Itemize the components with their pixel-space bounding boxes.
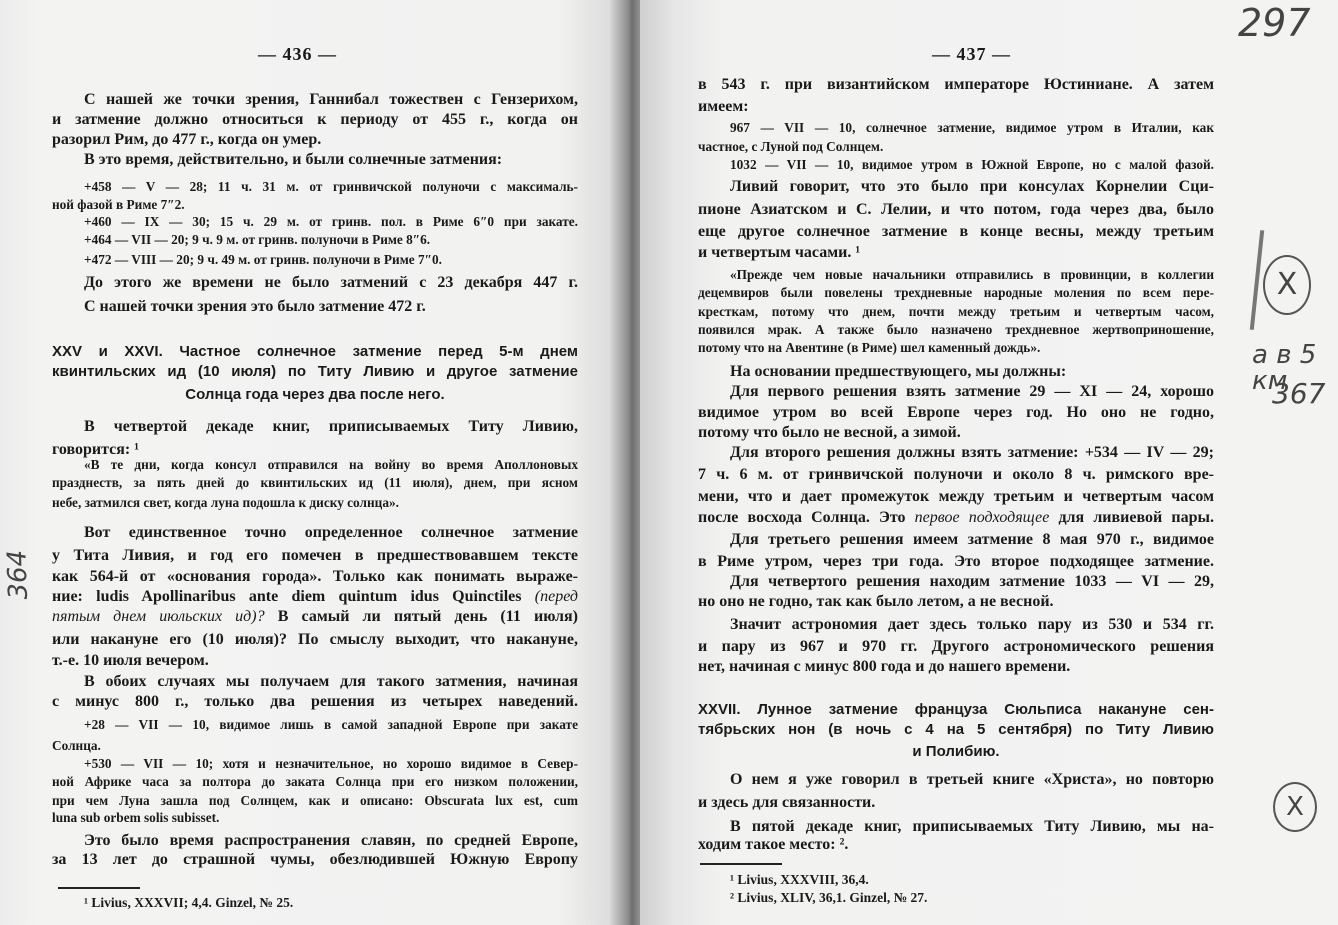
text-line: мени, что и дает промежуток между третьим и четвертым часом — [698, 488, 1214, 505]
footnote: ¹ Livius, XXXVII; 4,4. Ginzel, № 25. — [84, 895, 294, 910]
handwritten-note: 367 — [1272, 377, 1326, 410]
section-heading-line: тябрьских нон (в ночь с 4 на 5 сентября) по Титу Ливию — [698, 721, 1214, 738]
section-heading-line: XXVII. Лунное затмение француза Сюльписа накануне сен- — [698, 701, 1214, 718]
small-print-line: децемвиров были повелены трехдневные народные моления по всем пере- — [698, 285, 1214, 300]
text-line: ходим такое место: ². — [698, 836, 849, 853]
small-print-line: +464 — VII — 20; 9 ч. 9 м. от гринв. полуночи в Риме 8″6. — [84, 232, 431, 247]
handwritten-margin-line — [1250, 230, 1264, 330]
text-line: Для третьего решения имеем затмение 8 мая 970 г., видимое — [730, 531, 1214, 548]
text-line — [52, 588, 578, 606]
italic-text: (перед — [534, 588, 578, 605]
text-line: разорил Рим, до 477 г., когда он умер. — [52, 131, 322, 148]
text-line: С нашей точки зрения это было затмение 472 г. — [84, 298, 426, 315]
text-line: и затмение должно относиться к периоду от 455 г., когда он — [52, 111, 578, 128]
text-line: и здесь для связанности. — [698, 794, 876, 811]
small-print-line: +530 — VII — 10; хотя и незначительное, но хорошо видимое в Север- — [84, 756, 578, 771]
text-line: В обоих случаях мы получаем для такого затмения, начиная — [84, 673, 578, 690]
small-print-line: «В те дни, когда консул отправился на войну во время Аполлоновых — [84, 457, 578, 472]
small-print-line: +458 — V — 28; 11 ч. 31 м. от гринвичской полуночи с максималь- — [84, 179, 578, 194]
text-line: в Риме утром, через три года. Это второе подходящее затмение. — [698, 553, 1214, 570]
page-number: — 437 — — [932, 44, 1011, 64]
small-print-line: +472 — VIII — 20; 9 ч. 49 м. от гринв. полуночи в Риме 7″0. — [84, 252, 442, 267]
section-heading-line: XXV и XXVI. Частное солнечное затмение перед 5-м днем — [52, 343, 578, 360]
small-print-line: luna sub orbem solis subisset. — [52, 810, 220, 825]
small-print-line: +28 — VII — 10, видимое лишь в самой западной Европе при закате — [84, 717, 578, 732]
small-print-line: 967 — VII — 10, солнечное затмение, видимое утром в Италии, как — [730, 120, 1214, 135]
small-print-line: появился мрак. А также было назначено трехдневное жертвоприношение, — [698, 322, 1214, 337]
text-line: О нем я уже говорил в третьей книге «Христа», но повторю — [730, 771, 1214, 788]
handwritten-circled-mark: X — [1273, 782, 1317, 832]
text-line — [52, 608, 578, 626]
small-print-line: кресткам, потому что днем, почти между третьим и четвертым часом, — [698, 304, 1214, 319]
section-heading-line: квинтильских ид (10 июля) по Титу Ливию и другое затмение — [52, 363, 578, 380]
text-line: как 564-й от «основания города». Только как понимать выраже- — [52, 568, 578, 585]
text-line: Для четвертого решения находим затмение 1033 — VI — 29, — [730, 573, 1214, 590]
left-page — [0, 0, 620, 925]
text-line: или накануне его (10 июля)? По смыслу выходит, что накануне, — [52, 631, 578, 648]
text-line: В пятой декаде книг, приписываемых Титу Ливию, мы на- — [730, 818, 1214, 835]
text-line: С нашей же точки зрения, Ганнибал тожествен с Гензерихом, — [84, 91, 578, 108]
text-line: с минус 800 г., только два решения из четырех наведений. — [52, 693, 578, 710]
small-print-line: Солнца. — [52, 738, 101, 753]
text-line: еще другое солнечное затмение в конце весны, между третьим — [698, 223, 1214, 240]
text-segment: после восхода Солнца. Это — [698, 509, 915, 526]
text-line: В это время, действительно, и были солнечные затмения: — [84, 151, 503, 168]
right-page — [640, 0, 1338, 925]
page-number: — 436 — — [258, 44, 337, 64]
footnote-rule — [58, 887, 140, 889]
text-line: Вот единственное точно определенное солнечное затмение — [84, 524, 578, 541]
section-heading-line: и Полибию. — [912, 743, 1000, 760]
text-line: Ливий говорит, что это было при консулах Корнелии Сци- — [730, 178, 1214, 195]
small-print-line: +460 — IX — 30; 15 ч. 29 м. от гринв. пол. в Риме 6″0 при закате. — [84, 214, 578, 229]
text-segment: ние: ludis Apollinaribus ante diem quintum idus Quinctiles — [52, 588, 535, 605]
text-segment: В самый ли пятый день (11 июля) — [264, 608, 579, 625]
footnote: ¹ Livius, XXXVIII, 36,4. — [730, 872, 869, 887]
handwritten-page-number: 297 — [1238, 1, 1311, 45]
text-line: т.-е. 10 июля вечером. — [52, 652, 209, 669]
text-line: В четвертой декаде книг, приписываемых Титу Ливию, — [84, 418, 578, 435]
small-print-line: потому что на Авентине (в Риме) шел каменный дождь». — [698, 340, 1041, 355]
text-line: но оно не годно, так как было летом, а не весной. — [698, 593, 1054, 610]
text-line: у Тита Ливия, и год его помечен в предшествовавшем тексте — [52, 547, 578, 564]
text-line: пионе Азиатском и С. Лелии, и что потом, года через два, было — [698, 201, 1214, 218]
footnote: ² Livius, XLIV, 36,1. Ginzel, № 27. — [730, 890, 928, 905]
text-line: говорится: ¹ — [52, 441, 140, 458]
small-print-line: «Прежде чем новые начальники отправились в провинции, в коллегии — [730, 267, 1214, 282]
small-print-line: частное, с Луной под Солнцем. — [698, 139, 884, 154]
handwritten-margin-note: 364 — [2, 549, 34, 601]
small-print-line: при чем Луна зашла под Солнцем, как и описано: Obscurata lux est, cum — [52, 793, 578, 808]
text-line: имеем: — [698, 98, 749, 115]
small-print-line: ной Африке часа за полтора до заката Солнца при его низком положении, — [52, 774, 578, 789]
text-line — [698, 509, 1214, 527]
handwritten-note: а в 5 км — [1252, 340, 1317, 396]
handwritten-circled-mark: X — [1263, 255, 1311, 315]
text-line: и четвертым часами. ¹ — [698, 244, 861, 261]
text-line: и пару из 967 и 970 гг. Другого астрономического решения — [698, 638, 1214, 655]
text-line: в 543 г. при византийском императоре Юстиниане. А затем — [698, 76, 1214, 93]
text-line: видимое утром во всей Европе через год. Но оно не годно, — [698, 404, 1214, 421]
footnote-rule — [700, 863, 782, 865]
small-print-line: празднеств, за пять дней до квинтильских ид (11 июля), днем, при ясном — [52, 475, 578, 490]
section-heading-line: Солнца года через два после него. — [185, 386, 445, 403]
text-line: Это было время распространения славян, по средней Европе, — [84, 832, 578, 849]
text-line: нет, начиная с минус 800 года и до нашего времени. — [698, 658, 1071, 675]
italic-text: пятым днем июльских ид)? — [52, 608, 265, 625]
text-line: До этого же времени не было затмений с 23 декабря 447 г. — [84, 274, 578, 291]
small-print-line: 1032 — VII — 10, видимое утром в Южной Европе, но с малой фазой. — [730, 157, 1214, 172]
text-segment: для ливиевой пары. — [1049, 509, 1214, 526]
text-line: Для второго решения должны взять затмение: +534 — IV — 29; — [730, 444, 1214, 461]
text-line: Для первого решения взять затмение 29 — XI — 24, хорошо — [730, 383, 1214, 400]
text-line: за 13 лет до страшной чумы, обезлюдившей Южную Европу — [52, 851, 578, 868]
text-line: потому что было не весной, а зимой. — [698, 424, 961, 441]
text-line: 7 ч. 6 м. от гринвичской полуночи и около 8 ч. римского вре- — [698, 466, 1214, 483]
small-print-line: небе, затмился свет, когда луна подошла к диску солнца». — [52, 495, 399, 510]
text-line: На основании предшествующего, мы должны: — [730, 363, 1067, 380]
italic-text: первое подходящее — [914, 509, 1050, 526]
text-line: Значит астрономия дает здесь только пару из 530 и 534 гг. — [730, 616, 1214, 633]
small-print-line: ной фазой в Риме 7″2. — [52, 197, 185, 212]
